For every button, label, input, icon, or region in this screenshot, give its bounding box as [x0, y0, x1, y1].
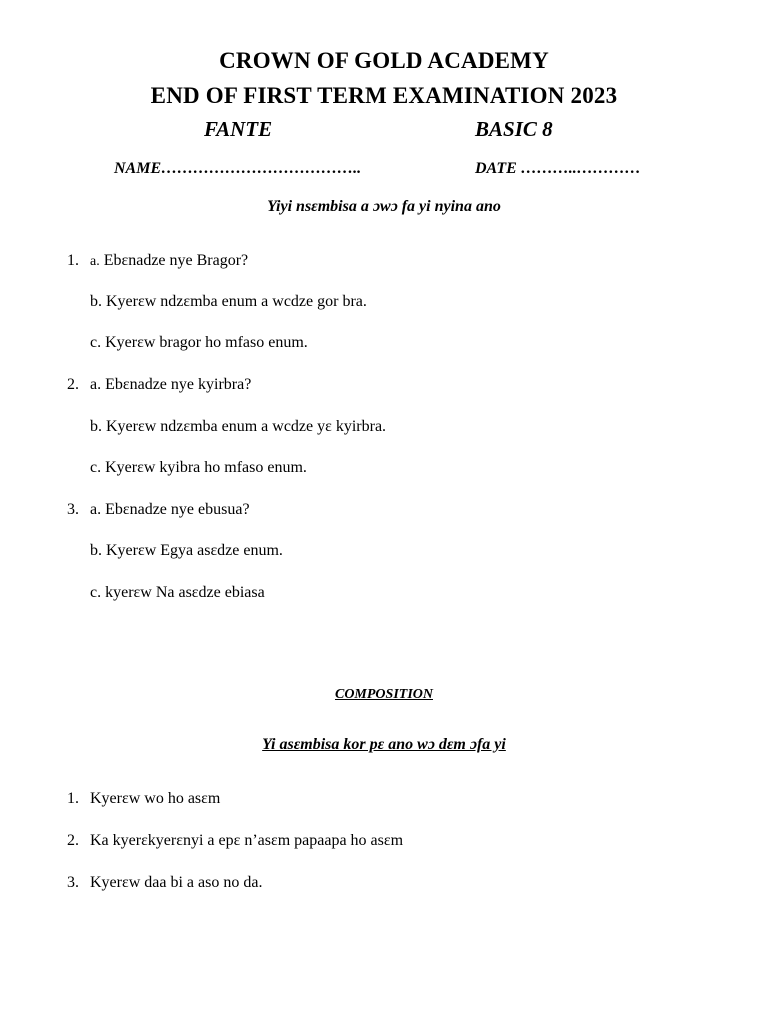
question-number: 2.: [67, 376, 79, 393]
exam-title: END OF FIRST TERM EXAMINATION 2023: [150, 83, 618, 108]
composition-instruction: Yi asɛmbisa kor pɛ ano wɔ dɛm ɔfa yi: [262, 736, 506, 753]
part-text: kyerɛw Na asɛdze ebiasa: [105, 584, 265, 601]
item-text: Ka kyerɛkyerɛnyi a epɛ n’asɛm papaapa ho asɛm: [90, 832, 404, 849]
date-field: DATE ………..…………: [475, 160, 641, 177]
question-part: [90, 418, 386, 436]
question-part: [90, 252, 248, 270]
part-letter: c.: [90, 334, 102, 351]
question-part: [90, 334, 308, 352]
question-number: 3.: [67, 501, 79, 518]
item-number: 1.: [67, 790, 79, 807]
item-text: Kyerɛw wo ho asɛm: [90, 790, 221, 807]
question-part: [90, 293, 367, 311]
question-number: 1.: [67, 252, 79, 269]
question-part: [90, 376, 251, 394]
part-letter: a.: [90, 254, 100, 269]
class-label: BASIC 8: [475, 117, 553, 141]
section-instruction: Yiyi nsɛmbisa a ɔwɔ fa yi nyina ano: [267, 198, 501, 215]
part-letter: a.: [90, 501, 102, 518]
part-text: Ebɛnadze nye kyirbra?: [105, 376, 252, 393]
question-part: [90, 501, 250, 519]
part-text: Kyerɛw ndzɛmba enum a wcdze gor bra.: [106, 293, 367, 310]
part-text: Ebɛnadze nye Bragor?: [103, 252, 249, 269]
part-letter: b.: [90, 293, 102, 310]
school-name: CROWN OF GOLD ACADEMY: [219, 48, 549, 73]
part-text: Ebɛnadze nye ebusua?: [105, 501, 250, 518]
subject-label: FANTE: [204, 117, 273, 141]
part-letter: b.: [90, 418, 102, 435]
part-letter: c.: [90, 459, 102, 476]
part-text: Kyerɛw kyibra ho mfaso enum.: [105, 459, 307, 476]
question-part: [90, 459, 307, 477]
part-text: Kyerɛw ndzɛmba enum a wcdze yɛ kyirbra.: [106, 418, 387, 435]
item-number: 2.: [67, 832, 79, 849]
name-field: NAME………………………………..: [114, 160, 362, 177]
part-text: Kyerɛw Egya asɛdze enum.: [106, 542, 283, 559]
part-letter: b.: [90, 542, 102, 559]
part-letter: c.: [90, 584, 102, 601]
item-text: Kyerɛw daa bi a aso no da.: [90, 874, 263, 891]
item-number: 3.: [67, 874, 79, 891]
part-text: Kyerɛw bragor ho mfaso enum.: [105, 334, 308, 351]
question-part: [90, 542, 283, 560]
part-letter: a.: [90, 376, 102, 393]
question-part: [90, 584, 265, 602]
composition-heading: COMPOSITION: [334, 687, 433, 702]
